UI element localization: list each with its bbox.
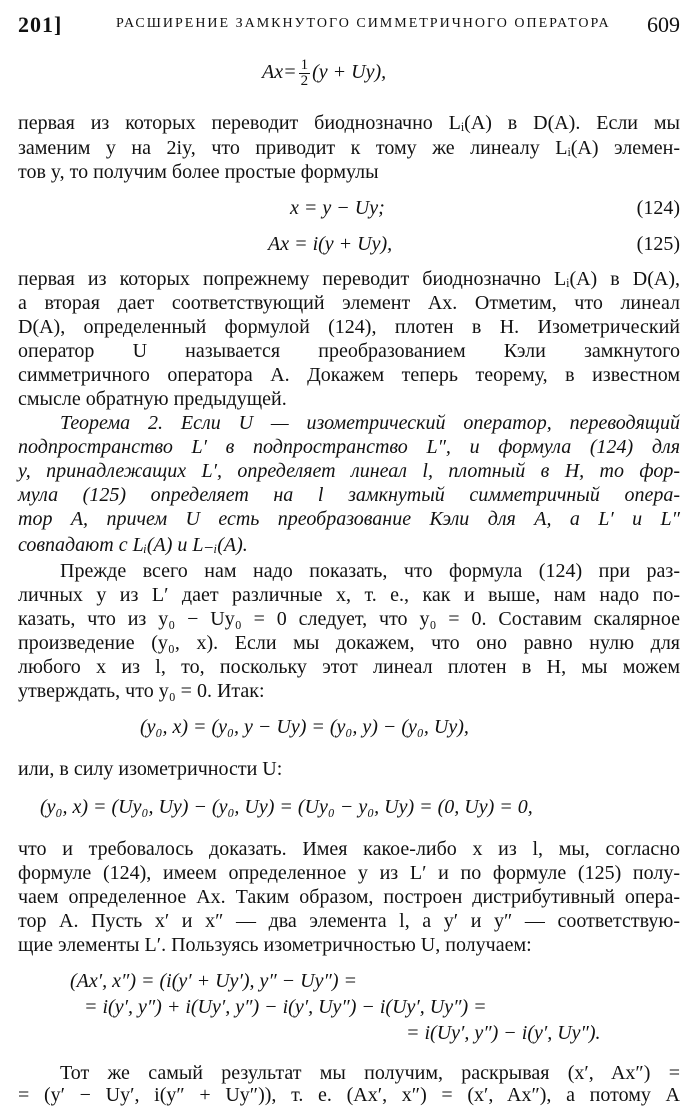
- text-line: утверждать, что y₀ = 0. Итак:: [18, 680, 265, 702]
- formula-lhs: Ax=: [262, 61, 297, 84]
- text-line: оператор U называется преобразованием Кэли замкнутого: [18, 340, 680, 362]
- equation-scalar-product: (y₀, x) = (y₀, y − Uy) = (y₀, y) − (y₀, Uy),: [140, 716, 469, 738]
- equation-symmetry-line2: = i(y′, y″) + i(Uy′, y″) − i(y′, Uy″) − i(Uy′, Uy″) =: [84, 996, 487, 1018]
- page-number: 609: [647, 12, 680, 37]
- text-line: что и требовалось доказать. Имея какое-либо x из l, мы, согласно: [18, 838, 680, 860]
- fraction-denominator: 2: [300, 73, 309, 89]
- text-line: формуле (124), имеем определенное y из L′ и по формуле (125) полу-: [18, 862, 680, 884]
- text-line: тор A. Пусть x′ и x″ — два элемента l, а y′ и y″ — соответствую-: [18, 910, 680, 932]
- text-line: казать, что из y₀ − Uy₀ = 0 следует, что y₀ = 0. Составим скалярное: [18, 608, 680, 630]
- text-line: = (y′ − Uy′, i(y″ + Uy″)), т. е. (Ax′, x″) = (x′, Ax″), а потому A: [18, 1084, 680, 1106]
- theorem-line: Теорема 2. Если U — изометрический оператор, переводящий: [60, 412, 680, 434]
- equation-125: Ax = i(y + Uy),: [268, 233, 393, 255]
- equation-isometry: (y₀, x) = (Uy₀, Uy) − (y₀, Uy) = (Uy₀ − y₀, Uy) = (0, Uy) = 0,: [40, 796, 533, 818]
- section-number: 201]: [18, 12, 63, 37]
- text-line: заменим y на 2iy, что приводит к тому же линеалу Lᵢ(A) элемен-: [18, 137, 680, 159]
- text-line: личных y из L′ дает различные x, т. е., как и выше, нам надо по-: [18, 584, 680, 606]
- text-line: Прежде всего нам надо показать, что формула (124) при раз-: [60, 560, 680, 582]
- formula-cayley-inverse: [262, 58, 386, 89]
- theorem-line: y, принадлежащих L′, определяет линеал l, плотный в H, то фор-: [18, 460, 680, 482]
- text-line: тов y, то получим более простые формулы: [18, 161, 379, 183]
- text-line: щие элементы L′. Пользуясь изометричностью U, получаем:: [18, 934, 532, 956]
- text-line: смысле обратную предыдущей.: [18, 388, 287, 410]
- theorem-line: тор A, причем U есть преобразование Кэли для A, а L′ и L″: [18, 508, 680, 530]
- text-line: чаем определенное Ax. Таким образом, построен дистрибутивный опера-: [18, 886, 680, 908]
- theorem-line: подпространство L′ в подпространство L″, и формула (124) для: [18, 436, 680, 458]
- running-title: РАСШИРЕНИЕ ЗАМКНУТОГО СИММЕТРИЧНОГО ОПЕРАТОРА: [116, 16, 611, 31]
- equation-number-125: (125): [636, 233, 680, 255]
- equation-124: x = y − Uy;: [290, 197, 385, 219]
- text-line: симметричного оператора A. Докажем теперь теорему, в известном: [18, 364, 680, 386]
- text-line: Тот же самый результат мы получим, раскрывая (x′, Ax″) =: [60, 1062, 680, 1084]
- equation-symmetry-line3: = i(Uy′, y″) − i(y′, Uy″).: [406, 1022, 601, 1044]
- text-line: а вторая дает соответствующий элемент Ax. Отметим, что линеал: [18, 292, 680, 314]
- formula-rhs: (y + Uy),: [312, 61, 387, 84]
- page-header: [18, 12, 680, 36]
- text-line: произведение (y₀, x). Если мы докажем, что оно равно нулю для: [18, 632, 680, 654]
- theorem-line: мула (125) определяет на l замкнутый симметричный опера-: [18, 484, 680, 506]
- fraction-numerator: 1: [300, 57, 309, 73]
- theorem-line: совпадают с Lᵢ(A) и L₋ᵢ(A).: [18, 534, 248, 556]
- text-line: D(A), определенный формулой (124), плотен в H. Изометрический: [18, 316, 680, 338]
- equation-symmetry-line1: (Ax′, x″) = (i(y′ + Uy′), y″ − Uy″) =: [70, 970, 357, 992]
- text-line: любого x из l, то, поскольку этот линеал плотен в H, мы можем: [18, 656, 680, 678]
- equation-number-124: (124): [636, 197, 680, 219]
- text-line: первая из которых попрежнему переводит биоднозначно Lᵢ(A) в D(A),: [18, 268, 680, 290]
- text-line: первая из которых переводит биоднозначно Lᵢ(A) в D(A). Если мы: [18, 112, 680, 134]
- fraction: [299, 58, 311, 89]
- text-line: или, в силу изометричности U:: [18, 758, 283, 780]
